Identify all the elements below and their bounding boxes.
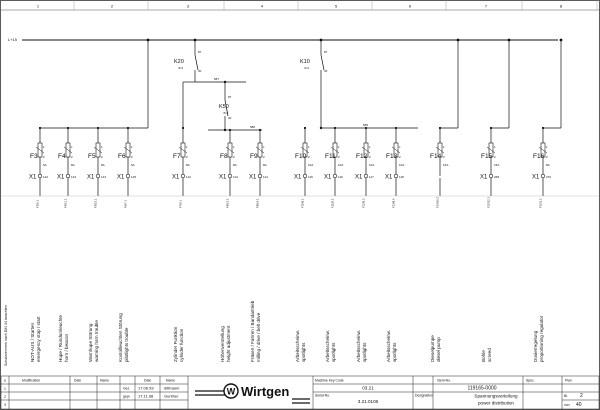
tb-date-col-header: Date	[144, 378, 152, 383]
terminal-circle	[96, 174, 100, 178]
fuse-pin: 1	[71, 145, 73, 149]
fuse-pin: 2	[546, 155, 548, 159]
fuse-pin: 2	[43, 155, 45, 159]
tb-machine-key: 03.21	[362, 385, 374, 391]
fuse-rating: 8A	[233, 163, 237, 167]
fuse-pin: 2	[369, 155, 371, 159]
description-en: screed	[487, 348, 492, 362]
fuse-rating: 10A	[338, 163, 344, 167]
bus-label-588: 588	[250, 125, 256, 129]
relay-k10-pin-in: 87	[324, 50, 328, 54]
wire-number: F3/6.1	[35, 200, 40, 208]
terminal-circle	[66, 174, 70, 178]
fuse-pin: 1	[263, 145, 265, 149]
description-de: Warnhupe Störung	[88, 323, 93, 362]
wire-number: F12/8.3	[361, 198, 366, 208]
terminal-circle	[333, 174, 337, 178]
supply-label: L+15	[8, 37, 18, 42]
description-en: horn / beacon	[64, 333, 69, 362]
description-de: Arbeitsscheinw.	[386, 330, 391, 362]
terminal-label: X1	[117, 174, 125, 181]
terminal-number: 125	[131, 175, 137, 179]
terminal-number: 113	[233, 175, 238, 179]
wire-number: F6/7.1	[123, 200, 128, 208]
fuse-label: F11	[325, 153, 336, 160]
tb-of-label: von	[564, 403, 570, 407]
fuse-pin: 2	[443, 155, 445, 159]
terminal-number: 114	[263, 175, 268, 179]
fuse-label: F10	[295, 153, 307, 160]
description-group	[30, 300, 544, 362]
terminal-number: 115	[308, 175, 313, 179]
description-de: NOT-AUS / Starten	[30, 322, 35, 362]
fuse-rating: 6A	[43, 163, 47, 167]
description-de: Arbeitsscheinw.	[325, 330, 330, 362]
tb-drawn-date: 17.06.93	[138, 385, 154, 391]
column-number: 2	[110, 3, 114, 9]
revision-row-number: 0	[4, 379, 6, 383]
description-de: Fräsen / Fahren / Bandantrieb	[250, 300, 255, 362]
fuse-pin: 1	[546, 145, 548, 149]
relay-k20-label: K20	[174, 59, 184, 65]
fuse-pin: 1	[101, 145, 103, 149]
terminal-label: X1	[249, 174, 257, 181]
description-en: milling / drive / belt drive	[256, 312, 261, 362]
fuse-f7	[172, 127, 191, 208]
wire-number: F11/8.2	[330, 198, 335, 208]
relay-k50-pin-out: 30	[228, 116, 232, 120]
terminal-number: 113	[186, 175, 191, 179]
terminal-circle	[394, 174, 398, 178]
fuse-pin: 2	[186, 155, 188, 159]
wire-number: F5/15.1	[93, 198, 98, 208]
terminal-circle	[181, 174, 185, 178]
fuse-rating: 15A	[443, 163, 449, 167]
tb-sheet: 2	[580, 393, 583, 399]
fuse-pin: 1	[233, 145, 235, 149]
relay-k10-label: K10	[300, 59, 310, 65]
relay-k20-pin-out: 30	[198, 69, 202, 73]
wire-number: F8/13.1	[225, 198, 230, 208]
fuse-f13	[385, 127, 404, 208]
description-en: cylinder function	[179, 328, 184, 362]
fuse-pin: 2	[494, 155, 496, 159]
relay-k20-sub: /6.3	[178, 66, 184, 70]
fuse-rating: 8A	[186, 163, 190, 167]
column-number: 4	[260, 3, 264, 9]
fuse-label: F8	[220, 153, 228, 160]
description-en: spotlights	[331, 342, 336, 362]
fuse-pin: 2	[71, 155, 73, 159]
wire-number: F4/11.1	[63, 198, 68, 208]
column-number: 3	[186, 3, 190, 9]
terminal-label: X1	[172, 174, 180, 181]
terminal-label: X1	[294, 174, 302, 181]
junction-dot	[560, 39, 563, 42]
description-en: spotlights	[392, 342, 397, 362]
tb-designation-label: Designation	[415, 393, 433, 398]
fuse-pin: 2	[101, 155, 103, 159]
relay-k50-label: K50	[219, 104, 229, 110]
tb-designation-en: power distribution	[477, 400, 515, 406]
terminal-number: 118	[399, 175, 404, 179]
junction-dot	[508, 39, 511, 42]
tb-name-header: Name	[100, 378, 110, 383]
bus-label-587: 587	[214, 77, 220, 81]
revision-rows	[4, 379, 6, 407]
tb-checked-date: 17.11.98	[138, 393, 154, 399]
description-en: warning horn trouble	[94, 320, 99, 362]
fuse-pin: 2	[263, 155, 265, 159]
fuse-rating: 10A	[369, 163, 375, 167]
fuse-f6	[117, 127, 136, 208]
terminal-label: X1	[480, 174, 488, 181]
fuse-label: F13	[386, 153, 398, 160]
fuse-label: F6	[118, 153, 126, 160]
fuse-label: F5	[88, 153, 96, 160]
fuse-f10	[294, 127, 313, 208]
terminal-circle	[364, 174, 368, 178]
terminal-number: 117	[369, 175, 374, 179]
tb-drawn-label: Gez.	[123, 386, 131, 391]
revision-row-number: 2	[4, 395, 6, 399]
fuse-pin: 1	[308, 145, 310, 149]
relay-k10-pin-out: 30	[324, 69, 328, 73]
terminal-label: X1	[57, 174, 65, 181]
column-number: 1	[36, 3, 40, 9]
terminal-label: X1	[324, 174, 332, 181]
revision-row-number: 3	[4, 403, 6, 407]
tb-date-header: Date	[74, 378, 82, 383]
fuse-f12	[355, 127, 374, 208]
terminal-label: X1	[385, 174, 393, 181]
terminal-label: X1	[87, 174, 95, 181]
wire-number: F9/14.1	[255, 198, 260, 208]
fuse-f16	[532, 127, 551, 208]
description-en: height adjustment	[226, 325, 231, 362]
fuse-group	[29, 39, 562, 208]
wire-number: F16/1.3	[538, 198, 543, 208]
relay-k50-sub: /5.6	[223, 111, 229, 115]
fuse-label: F7	[173, 153, 181, 160]
fuse-pin: 2	[233, 155, 235, 159]
tb-checked-label: gepr.	[123, 394, 131, 399]
terminal-circle	[303, 174, 307, 178]
tb-ident: 119165-0000	[467, 385, 497, 392]
column-markers	[37, 0, 597, 10]
wirtgen-logo	[195, 384, 310, 403]
fuse-f14	[430, 127, 448, 208]
terminal-number: 270	[546, 175, 552, 179]
terminal-circle	[126, 174, 130, 178]
description-en: proportioning regulator	[539, 315, 544, 362]
fuse-pin: 1	[186, 145, 188, 149]
description-en: diesel pump	[436, 337, 441, 362]
description-de: Dosierregelung	[533, 330, 538, 362]
tb-drawn-name: dittmann	[164, 385, 180, 391]
logo-text: Wirtgen	[241, 384, 290, 399]
fuse-rating: 8A	[263, 163, 267, 167]
description-de: Bohle	[481, 350, 486, 362]
fuse-f3	[29, 127, 48, 208]
terminal-circle	[38, 174, 42, 178]
fuse-f15	[480, 127, 499, 208]
fuse-rating: 8A	[71, 163, 75, 167]
column-number: 5	[334, 3, 338, 9]
fuse-pin: 1	[399, 145, 401, 149]
logo-w-glyph: W	[226, 386, 236, 397]
terminal-label: X1	[29, 174, 37, 181]
column-number: 7	[484, 3, 488, 9]
description-de: Kontollleuchten Störung	[118, 313, 123, 362]
terminal-circle	[228, 174, 232, 178]
description-de: Arbeitsscheinw.	[356, 330, 361, 362]
terminal-label: X1	[532, 174, 540, 181]
fuse-label: F15	[481, 153, 493, 160]
revision-row-number: 1	[4, 387, 6, 391]
column-number: 8	[559, 3, 563, 9]
wire-number: F13/8.4	[391, 198, 396, 208]
wire-number: F10/8.1	[300, 198, 305, 208]
tb-name-col-header: Name	[166, 378, 176, 383]
tb-checked-name: Gunther	[164, 393, 179, 399]
relay-k20-pin-in: 87	[198, 50, 202, 54]
terminal-circle	[541, 174, 545, 178]
fuse-rating: 8A	[546, 163, 550, 167]
relay-k10-sub: /3.2	[304, 66, 310, 70]
tb-spec-label: Spec.	[526, 378, 535, 383]
junction-dots	[194, 39, 323, 132]
relay-k50-pin-in: 87	[228, 95, 232, 99]
fuse-f4	[57, 127, 76, 208]
terminal-number: 116	[338, 175, 343, 179]
fuse-rating: 10A	[308, 163, 314, 167]
bus-label-589: 589	[363, 123, 369, 127]
terminal-circle	[489, 174, 493, 178]
tb-modification-header: Modification	[22, 378, 41, 383]
tb-sheet-label: Bl.	[564, 394, 568, 398]
terminal-number: 123	[71, 175, 77, 179]
fuse-pin: 1	[494, 145, 496, 149]
terminal-number: 268	[494, 175, 500, 179]
description-en: emergency stop / start	[36, 316, 41, 362]
fuse-label: F9	[250, 153, 258, 160]
tb-serial-label: Serial-No.	[315, 393, 331, 398]
column-number: 6	[408, 3, 412, 9]
fuse-pin: 2	[308, 155, 310, 159]
description-en: pilotlights trouble	[124, 327, 129, 362]
fuse-pin: 2	[338, 155, 340, 159]
fuse-rating: 8A	[101, 163, 105, 167]
tb-serial: 3.21.0106	[357, 399, 379, 404]
description-de: Höhenverstellung	[220, 326, 225, 362]
fuse-pin: 1	[338, 145, 340, 149]
tb-machine-key-label: Machine Key Code	[315, 378, 344, 383]
tb-of: 40	[576, 402, 582, 408]
description-en: spotlights	[301, 342, 306, 362]
terminal-number: 124	[101, 175, 107, 179]
wire-number: F7/9.1	[178, 200, 183, 208]
fuse-pin: 2	[399, 155, 401, 159]
tb-plan-label: Plan	[565, 378, 572, 383]
junction-dot	[457, 39, 460, 42]
terminal-label: X1	[355, 174, 363, 181]
side-note: Schutzvermerk nach DIN 34 beachten	[4, 305, 8, 366]
description-en: spotlights	[362, 342, 367, 362]
description-de: Hupe / Rundumleuchte	[58, 315, 63, 362]
fuse-pin: 1	[443, 145, 445, 149]
description-de: Dieselpumpe	[430, 335, 435, 362]
fuse-label: F3	[30, 153, 38, 160]
fuse-f5	[87, 127, 106, 208]
tb-designation-de: Spannungsverteilung	[474, 393, 518, 399]
fuse-pin: 1	[369, 145, 371, 149]
tb-ident-label: Ident-No.	[437, 378, 451, 383]
wire-number: F15/12.1	[486, 196, 491, 208]
fuse-label: F4	[58, 153, 66, 160]
fuse-label: F16	[533, 153, 545, 160]
terminal-label: X1	[219, 174, 227, 181]
fuse-label: F12	[356, 153, 368, 160]
terminal-circle	[258, 174, 262, 178]
fuse-label: F14	[430, 153, 442, 160]
fuse-rating: 6A	[131, 163, 135, 167]
fuse-pin: 2	[131, 155, 133, 159]
fuse-rating: 15A	[494, 163, 500, 167]
wire-number: F14/10.2	[435, 196, 440, 208]
fuse-pin: 1	[131, 145, 133, 149]
terminal-number: 122	[43, 175, 49, 179]
fuse-pin: 1	[43, 145, 45, 149]
description-de: Zylinder Funktion	[173, 326, 178, 362]
fuse-rating: 10A	[399, 163, 405, 167]
fuse-f11	[324, 127, 343, 208]
junction-dot	[147, 39, 150, 42]
description-de: Arbeitsscheinw.	[295, 330, 300, 362]
